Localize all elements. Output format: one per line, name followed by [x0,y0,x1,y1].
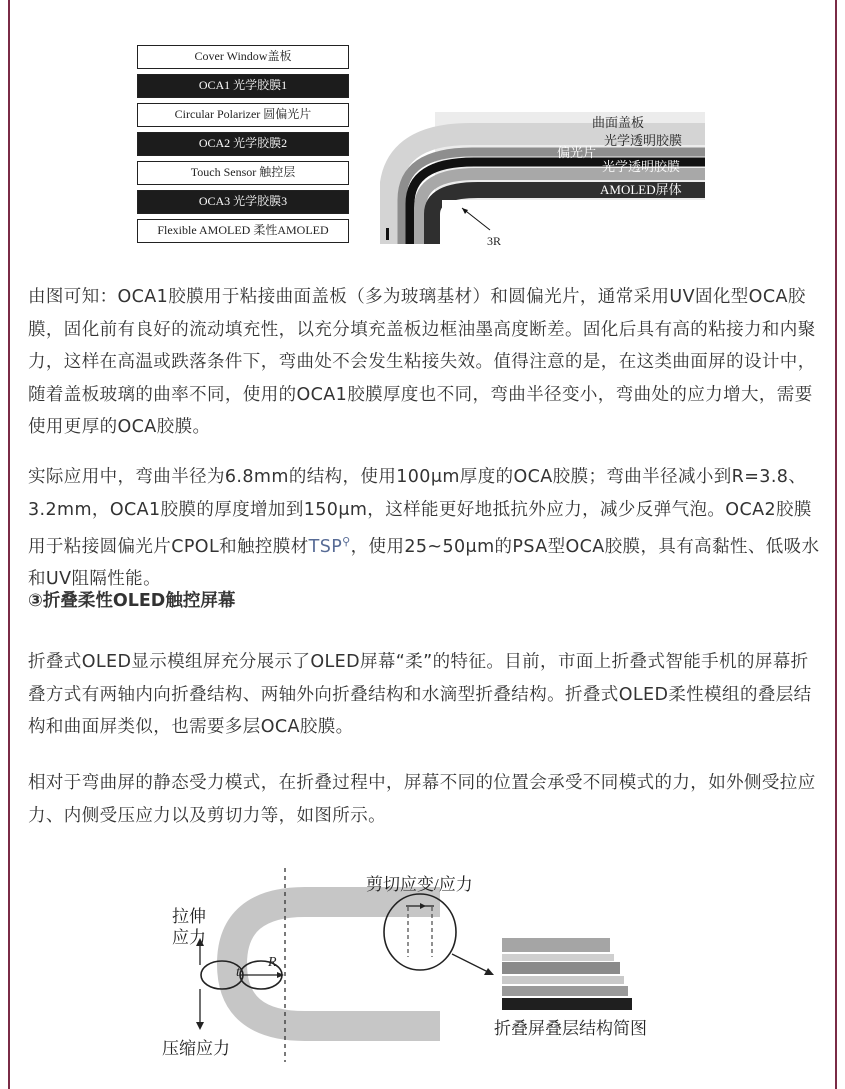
layer-cover-window: Cover Window盖板 [137,45,349,69]
caption-amoled-panel: AMOLED屏体 [600,182,682,197]
layer-polarizer: Circular Polarizer 圆偏光片 [137,103,349,127]
layer-touch-sensor: Touch Sensor 触控层 [137,161,349,185]
paragraph-foldable: 折叠式OLED显示模组屏充分展示了OLED屏幕“柔”的特征。目前，市面上折叠式智能手机的屏幕折叠方式有两轴内向折叠结构、两轴外向折叠结构和水滴型折叠结构。折叠式OLED柔性模组的叠层结构和曲面屏类似，也需要多层OCA胶膜。 [28,652,812,737]
caption-oca-bottom: 光学透明胶膜 [602,159,681,174]
caption-oca-top: 光学透明胶膜 [604,133,683,148]
left-frame-border [8,0,10,1089]
tsp-link[interactable]: TSP [308,536,343,557]
layer-oca3: OCA3 光学胶膜3 [137,190,349,214]
paragraph-application-text-a: 实际应用中，弯曲半径为6.8mm的结构，使用100μm厚度的OCA胶膜；弯曲半径减小到R=3.8、3.2mm，OCA1胶膜的厚度增加到150μm，这样能更好地抵抗外应力，减少反弹气泡。OCA2胶膜用于粘接圆偏光片CPOL和触控膜材 [28,467,812,557]
figure-layer-stack [130,38,715,250]
label-radius: R [268,955,277,970]
label-stack-caption: 折叠屏叠层结构简图 [494,1019,647,1038]
figure-fold-stress [140,862,700,1072]
search-icon[interactable]: ⚲ [342,535,351,548]
label-shear: 剪切应变/应力 [366,875,473,894]
layer-oca1: OCA1 光学胶膜1 [137,74,349,98]
caption-polarizer: 偏光片 [557,145,597,160]
layer-amoled: Flexible AMOLED 柔性AMOLED [137,219,349,243]
layer-oca2: OCA2 光学胶膜2 [137,132,349,156]
paragraph-application [28,461,820,596]
curved-screen-diagram [380,104,710,250]
label-thickness: t [236,965,240,980]
section-heading: ③折叠柔性OLED触控屏幕 [28,591,236,611]
right-frame-border [835,0,837,1089]
paragraph-oca1: 由图可知：OCA1胶膜用于粘接曲面盖板（多为玻璃基材）和圆偏光片，通常采用UV固化型OCA胶膜，固化前有良好的流动填充性，以充分填充盖板边框油墨高度断差。固化后具有高的粘接力和内聚力，这样在高温或跌落条件下，弯曲处不会发生粘接失效。值得注意的是，在这类曲面屏的设计中，随着盖板玻璃的曲率不同，使用的OCA1胶膜厚度也不同，弯曲半径变小，弯曲处的应力增大，需要使用更厚的OCA胶膜。 [28,287,816,437]
paragraph-stress: 相对于弯曲屏的静态受力模式，在折叠过程中，屏幕不同的位置会承受不同模式的力，如外侧受拉应力、内侧受压应力以及剪切力等，如图所示。 [28,773,816,826]
caption-curved-cover: 曲面盖板 [592,115,645,130]
caption-radius: 3R [487,234,502,248]
label-tension-stress: 拉伸 应力 [172,907,206,947]
label-compression-stress: 压缩应力 [162,1039,230,1058]
paragraph-application-text-b: ，使用25~50μm的PSA型OCA胶膜，具有高黏性、低吸水和UV阻隔性能。 [28,536,820,590]
